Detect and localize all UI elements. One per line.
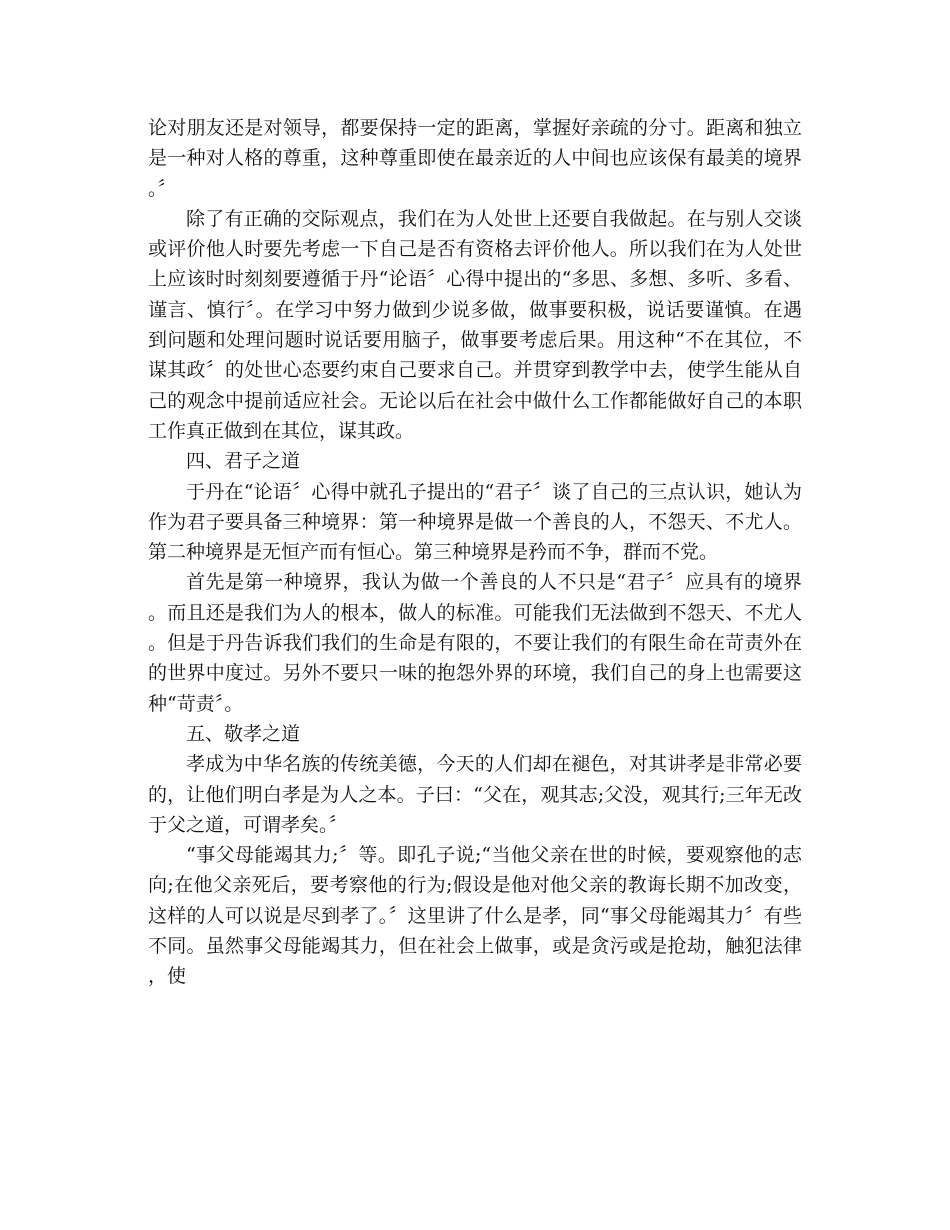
paragraph-self-conduct: 除了有正确的交际观点，我们在为人处世上还要自我做起。在与别人交谈或评价他人时要先考虑一下自己是否有资格去评价他人。所以我们在为人处世上应该时时刻刻要遵循于丹“论语〞心得中提出的“多思、多想、多听、多看、谨言、慎行〞。在学习中努力做到少说多做，做事要积极，说话要谨慎。在遇到问题和处理问题时说话要用脑子，做事要考虑后果。用这种“不在其位，不谋其政〞的处世心态要约束自己要求自己。并贯穿到教学中去，使学生能从自己的观念中提前适应社会。无论以后在社会中做什么工作都能做好自己的本职工作真正做到在其位，谋其政。 bbox=[148, 207, 802, 442]
section-heading-xiao: 五、敬孝之道 bbox=[186, 722, 301, 745]
paragraph-junzi-first-realm: 首先是第一种境界，我认为做一个善良的人不只是“君子〞应具有的境界。而且还是我们为人的根本，做人的标准。可能我们无法做到不怨天、不尤人。但是于丹告诉我们我们的生命是有限的，不要让我们的有限生命在苛责外在的世界中度过。另外不要只一味的抱怨外界的环境，我们自己的身上也需要这种“苛责〞。 bbox=[148, 571, 802, 715]
paragraph-junzi-intro: 于丹在“论语〞心得中就孔子提出的“君子〞谈了自己的三点认识，她认为作为君子要具备三种境界：第一种境界是做一个善良的人，不怨天、不尤人。第二种境界是无恒产而有恒心。第三种境界是矜而不争，群而不党。 bbox=[148, 480, 802, 564]
document-page bbox=[148, 113, 802, 992]
paragraph-continuation: 论对朋友还是对领导，都要保持一定的距离，掌握好亲疏的分寸。距离和独立是一种对人格的尊重，这种尊重即使在最亲近的人中间也应该保有最美的境界。〞 bbox=[148, 117, 802, 200]
section-heading-junzi: 四、君子之道 bbox=[186, 450, 301, 473]
paragraph-xiao-intro: 孝成为中华名族的传统美德，今天的人们却在褪色，对其讲孝是非常必要的，让他们明白孝是为人之本。子曰：“父在，观其志;父没，观其行;三年无改于父之道，可谓孝矣。〞 bbox=[148, 753, 802, 836]
paragraph-xiao-explain: “事父母能竭其力;〞等。即孔子说;“当他父亲在世的时候，要观察他的志向;在他父亲死后，要考察他的行为;假设是他对他父亲的教诲长期不加改变，这样的人可以说是尽到孝了。〞这里讲了什么是孝，同“事父母能竭其力〞有些不同。虽然事父母能竭其力，但在社会上做事，或是贪污或是抢劫，触犯法律，使 bbox=[148, 844, 802, 988]
